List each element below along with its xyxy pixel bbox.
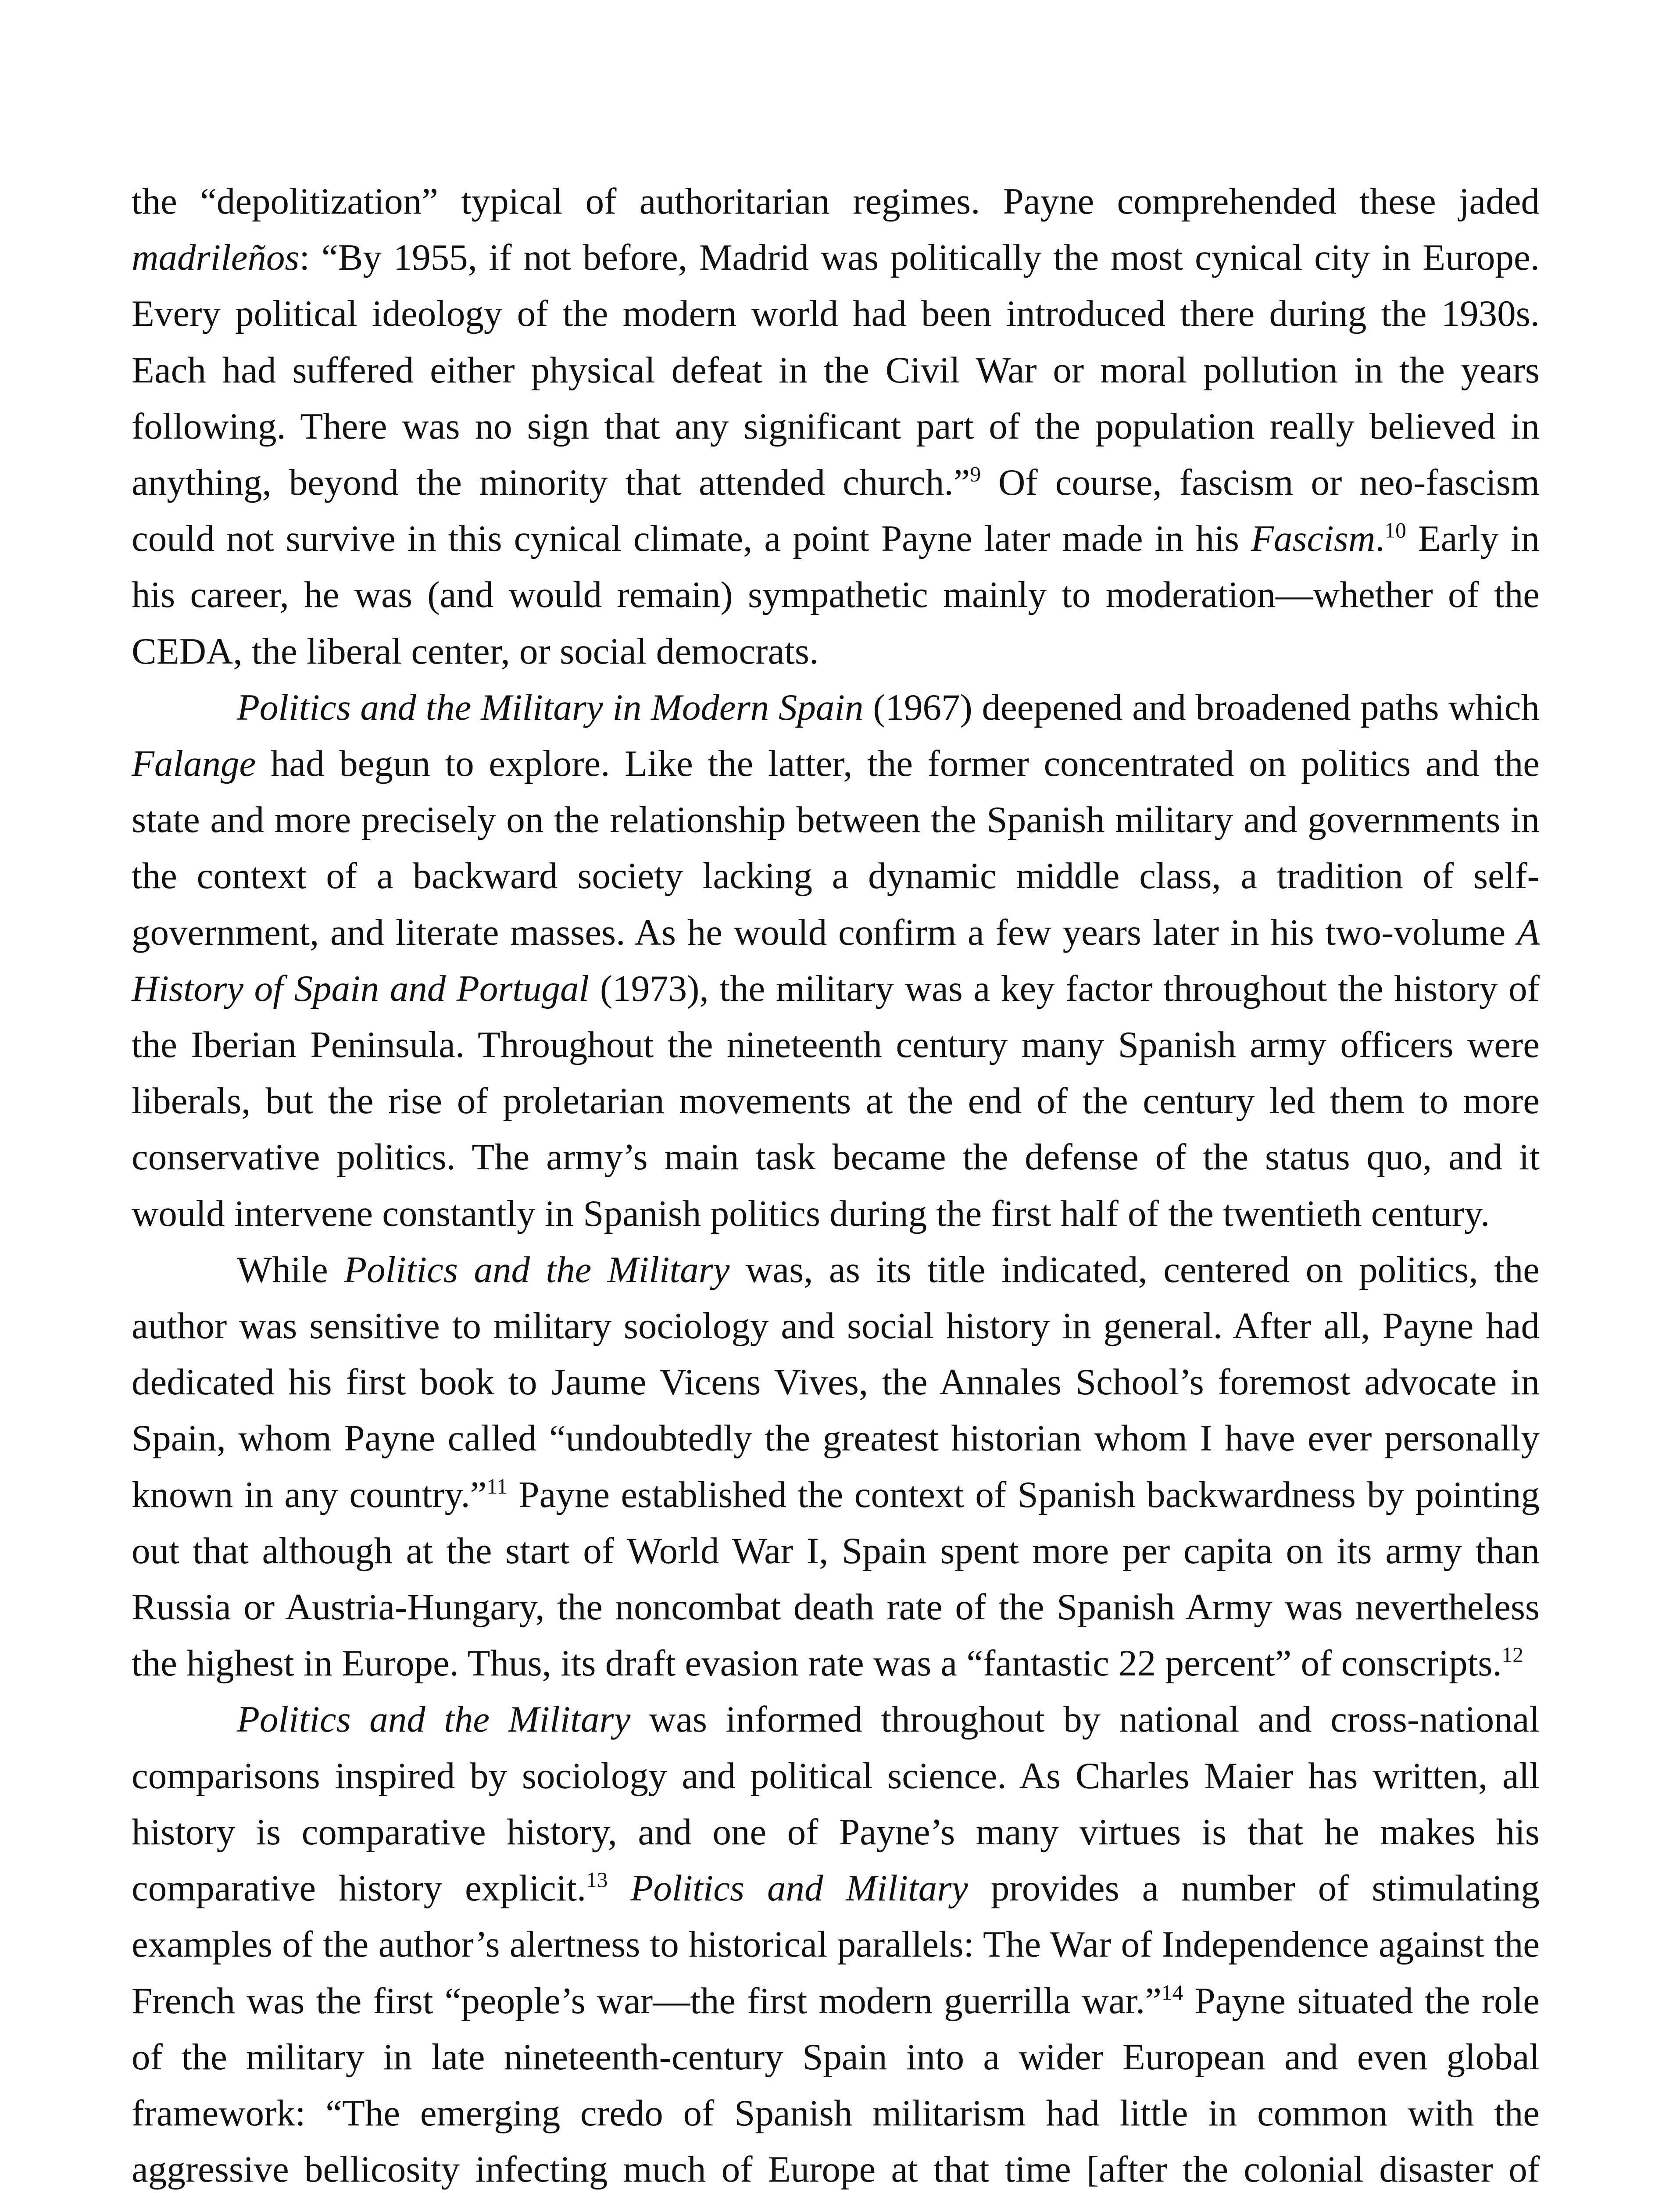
text-run: was, as its title indicated, centered on politics, the author was sensitive to military sociology and social history in general. After all, Payne had dedicated his first book to Jaume Vicens Vives, the Annales School’s foremost advocate in Spain, whom Payne called “undoubtedly the greatest historian whom I have ever personally known in any country.” [132,1249,1540,1515]
text-run: While [237,1249,344,1290]
italic-title: madrileños [132,237,300,279]
paragraph-2 [132,679,1540,1242]
body-text [132,173,1540,2193]
italic-title: Politics and the Military [344,1249,730,1290]
footnote-marker: 10 [1384,518,1406,543]
text-run [608,1868,630,1909]
text-run: provides a number of stimulating examples of the author’s alertness to historical parallels: The War of Independence against the French was the first “people’s war—the first modern guerrilla war.” [132,1868,1540,2022]
footnote-marker: 12 [1501,1643,1523,1667]
text-run: the “depolitization” typical of authoritarian regimes. Payne comprehended these jaded [132,181,1540,222]
italic-title: Falange [132,743,256,785]
text-run: Payne established the context of Spanish backwardness by pointing out that although at the start of World War I, Spain spent more per capita on its army than Russia or Austria-Hungary, the noncombat death rate of the Spanish Army was nevertheless the highest in Europe. Thus, its draft evasion rate was a “fantastic 22 percent” of conscripts. [132,1474,1540,1684]
text-run: (1967) deepened and broadened paths which [863,686,1540,728]
text-run: Of course, fascism or neo-fascism could not survive in this cynical climate, a point Payne later made in his [132,462,1540,560]
paragraph-3 [132,1242,1540,1692]
footnote-marker: 14 [1161,1980,1183,2004]
text-run: Payne situated the role of the military in late nineteenth-century Spain into a wider European and even global framework: “The emerging credo of Spanish militarism had little in common with the aggressive bellicosity infecting much of Europe at that time [after the colonial disaster of [132,1980,1540,2190]
italic-title: Politics and Military [630,1868,969,1909]
italic-title: A History of Spain and Portugal [132,911,1540,1009]
text-run: was informed throughout by national and cross-national comparisons inspired by sociology and political science. As Charles Maier has written, all history is comparative history, and one of Payne’s many virtues is that he makes his comparative history explicit. [132,1699,1540,1909]
text-run: had begun to explore. Like the latter, the former concentrated on politics and the state and more precisely on the relationship between the Spanish military and governments in the context of a backward society lacking a dynamic middle class, a tradition of self-government, and literate masses. As he would confirm a few years later in his two-volume [132,743,1540,953]
paragraph-1 [132,173,1540,679]
text-run: Early in his career, he was (and would remain) sympathetic mainly to moderation—whether of the CEDA, the liberal center, or social democrats. [132,518,1540,672]
italic-title: Fascism [1251,518,1376,560]
italic-title: Politics and the Military in Modern Spain [237,686,864,728]
footnote-marker: 9 [970,462,981,486]
italic-title: Politics and the Military [237,1699,631,1740]
text-run: (1973), the military was a key factor throughout the history of the Iberian Peninsula. Throughout the nineteenth century many Spanish army officers were liberals, but the rise of proletarian movements at the end of the century led them to more conservative politics. The army’s main task became the defense of the status quo, and it would intervene constantly in Spanish politics during the first half of the twentieth century. [132,968,1540,1234]
footnote-marker: 13 [586,1868,608,1892]
text-run: : “By 1955, if not before, Madrid was politically the most cynical city in Europe. Every political ideology of the modern world had been introduced there during the 1930s. Each had suffered either physical defeat in the Civil War or moral pollution in the years following. There was no sign that any significant part of the population really believed in anything, beyond the minority that attended church.” [132,237,1540,504]
text-run: . [1375,518,1385,560]
footnote-marker: 11 [486,1474,508,1499]
paragraph-4 [132,1691,1540,2193]
